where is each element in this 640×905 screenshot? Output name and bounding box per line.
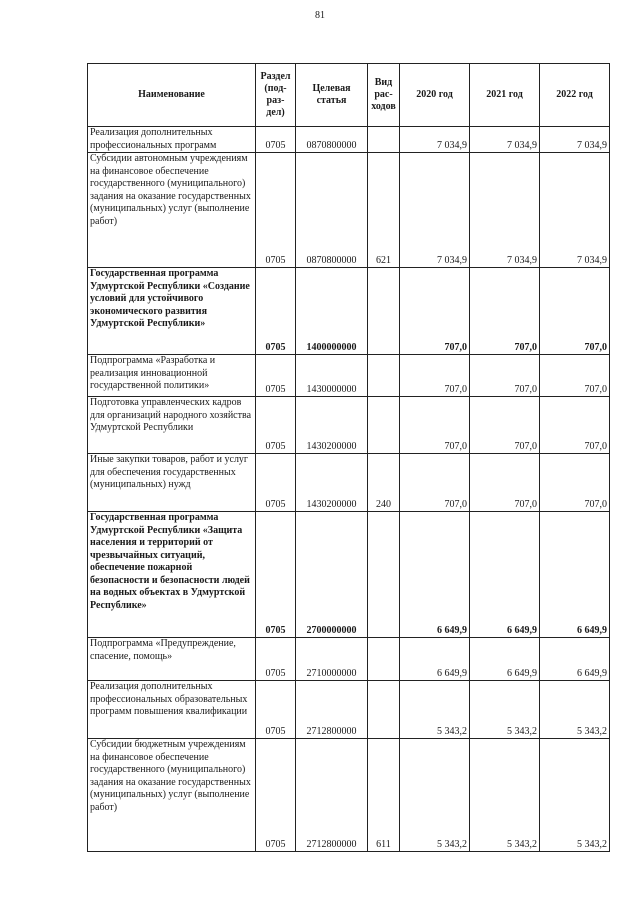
row-name: Реализация дополнительных профессиональных образовательных программ повышения квалификации bbox=[88, 681, 256, 739]
row-name: Государственная программа Удмуртской Республики «Создание условий для устойчивого экономического развития Удмуртской Республики» bbox=[88, 268, 256, 355]
row-section: 0705 bbox=[256, 127, 296, 153]
row-2021: 707,0 bbox=[470, 397, 540, 454]
row-2020: 6 649,9 bbox=[400, 638, 470, 681]
row-2021: 5 343,2 bbox=[470, 681, 540, 739]
row-target: 1430000000 bbox=[296, 355, 368, 397]
row-name: Реализация дополнительных профессиональных программ bbox=[88, 127, 256, 153]
row-2020: 707,0 bbox=[400, 355, 470, 397]
row-name: Субсидии бюджетным учреждениям на финансовое обеспечение государственного (муниципального) задания на оказание государственных (муниципальных) услуг (выполнение работ) bbox=[88, 739, 256, 852]
row-2020: 7 034,9 bbox=[400, 127, 470, 153]
row-2022: 707,0 bbox=[540, 397, 610, 454]
header-section: Раздел (под-раз-дел) bbox=[256, 64, 296, 127]
row-name: Иные закупки товаров, работ и услуг для обеспечения государственных (муниципальных) нужд bbox=[88, 454, 256, 512]
table-row bbox=[88, 454, 610, 512]
row-type bbox=[368, 397, 400, 454]
table-row bbox=[88, 739, 610, 852]
row-2021: 707,0 bbox=[470, 355, 540, 397]
row-2022: 7 034,9 bbox=[540, 153, 610, 268]
row-section: 0705 bbox=[256, 739, 296, 852]
row-section: 0705 bbox=[256, 153, 296, 268]
row-2020: 6 649,9 bbox=[400, 512, 470, 638]
row-type: 621 bbox=[368, 153, 400, 268]
row-section: 0705 bbox=[256, 355, 296, 397]
row-name: Государственная программа Удмуртской Республики «Защита населения и территорий от чрезвычайных ситуаций, обеспечение пожарной безопасности и безопасности людей на водных объектах в Удмуртской Республике» bbox=[88, 512, 256, 638]
row-2021: 707,0 bbox=[470, 454, 540, 512]
row-name: Подготовка управленческих кадров для организаций народного хозяйства Удмуртской Республики bbox=[88, 397, 256, 454]
row-type bbox=[368, 268, 400, 355]
table-row bbox=[88, 512, 610, 638]
table-row bbox=[88, 153, 610, 268]
row-section: 0705 bbox=[256, 268, 296, 355]
row-target: 2712800000 bbox=[296, 681, 368, 739]
row-2020: 707,0 bbox=[400, 268, 470, 355]
row-2022: 7 034,9 bbox=[540, 127, 610, 153]
row-type bbox=[368, 355, 400, 397]
row-2021: 7 034,9 bbox=[470, 153, 540, 268]
row-2021: 5 343,2 bbox=[470, 739, 540, 852]
header-expense-type: Вид рас-ходов bbox=[368, 64, 400, 127]
row-2021: 6 649,9 bbox=[470, 512, 540, 638]
row-2021: 707,0 bbox=[470, 268, 540, 355]
row-section: 0705 bbox=[256, 681, 296, 739]
header-2021: 2021 год bbox=[470, 64, 540, 127]
row-section: 0705 bbox=[256, 397, 296, 454]
row-2020: 5 343,2 bbox=[400, 681, 470, 739]
row-2022: 5 343,2 bbox=[540, 681, 610, 739]
row-2020: 707,0 bbox=[400, 454, 470, 512]
row-target: 0870800000 bbox=[296, 153, 368, 268]
budget-table bbox=[87, 63, 610, 852]
row-2022: 6 649,9 bbox=[540, 638, 610, 681]
row-section: 0705 bbox=[256, 512, 296, 638]
row-type: 611 bbox=[368, 739, 400, 852]
header-2020: 2020 год bbox=[400, 64, 470, 127]
row-2022: 707,0 bbox=[540, 355, 610, 397]
row-2020: 707,0 bbox=[400, 397, 470, 454]
table-row bbox=[88, 638, 610, 681]
row-type bbox=[368, 127, 400, 153]
header-2022: 2022 год bbox=[540, 64, 610, 127]
row-2022: 5 343,2 bbox=[540, 739, 610, 852]
row-2021: 7 034,9 bbox=[470, 127, 540, 153]
row-target: 2712800000 bbox=[296, 739, 368, 852]
header-target: Целевая статья bbox=[296, 64, 368, 127]
row-name: Подпрограмма «Предупреждение, спасение, помощь» bbox=[88, 638, 256, 681]
table-row bbox=[88, 355, 610, 397]
row-type bbox=[368, 638, 400, 681]
table-row bbox=[88, 127, 610, 153]
table-row bbox=[88, 268, 610, 355]
row-section: 0705 bbox=[256, 638, 296, 681]
row-2021: 6 649,9 bbox=[470, 638, 540, 681]
row-type bbox=[368, 512, 400, 638]
row-target: 1400000000 bbox=[296, 268, 368, 355]
table-row bbox=[88, 397, 610, 454]
row-2022: 6 649,9 bbox=[540, 512, 610, 638]
row-2020: 5 343,2 bbox=[400, 739, 470, 852]
row-2020: 7 034,9 bbox=[400, 153, 470, 268]
row-2022: 707,0 bbox=[540, 454, 610, 512]
page-number: 81 bbox=[315, 10, 325, 21]
row-section: 0705 bbox=[256, 454, 296, 512]
row-name: Субсидии автономным учреждениям на финансовое обеспечение государственного (муниципального) задания на оказание государственных (муниципальных) услуг (выполнение работ) bbox=[88, 153, 256, 268]
table-row bbox=[88, 681, 610, 739]
row-type bbox=[368, 681, 400, 739]
row-2022: 707,0 bbox=[540, 268, 610, 355]
row-target: 2700000000 bbox=[296, 512, 368, 638]
header-row bbox=[88, 64, 610, 127]
row-target: 2710000000 bbox=[296, 638, 368, 681]
row-target: 0870800000 bbox=[296, 127, 368, 153]
header-name: Наименование bbox=[88, 64, 256, 127]
row-type: 240 bbox=[368, 454, 400, 512]
row-target: 1430200000 bbox=[296, 454, 368, 512]
row-target: 1430200000 bbox=[296, 397, 368, 454]
row-name: Подпрограмма «Разработка и реализация инновационной государственной политики» bbox=[88, 355, 256, 397]
